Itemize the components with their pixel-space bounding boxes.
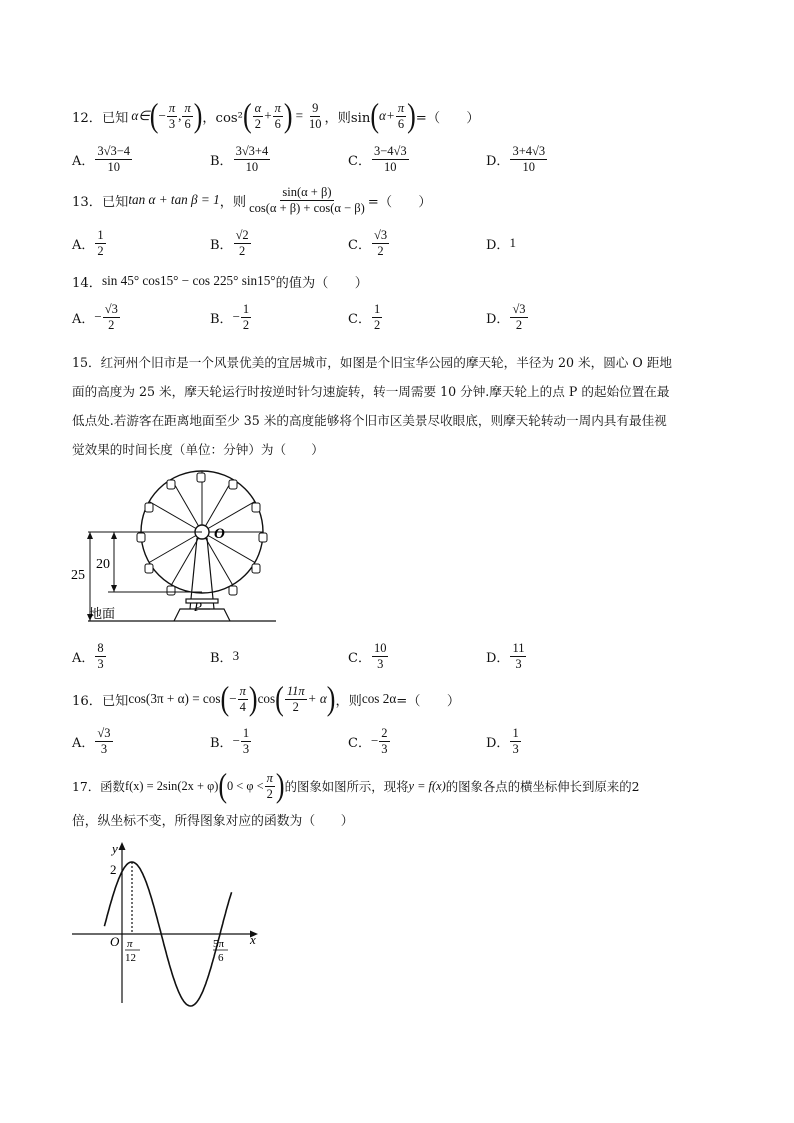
q16-lhs: cos(3π + α) = cos [128, 691, 221, 706]
q12-frac-5: $\frac{\pi}{6}$ [397, 101, 405, 131]
tick2-numerator: 5π [213, 938, 225, 950]
q12-then: ，则sin [324, 110, 371, 126]
q16-stem [72, 681, 460, 717]
q16-mid: cos [257, 691, 276, 706]
q16-neg: − [229, 691, 237, 706]
q13-prefix: 13．已知 [72, 194, 129, 210]
option-value: $\frac{√2}{2}$ [235, 228, 249, 258]
q13-option-b[interactable] [210, 224, 252, 262]
option-value: $\frac{1}{2}$ [242, 302, 250, 332]
q12-neg: − [158, 108, 166, 123]
q12-rparen-2: ) [283, 96, 293, 135]
q14-stem [72, 270, 368, 292]
q12-lparen-2: ( [242, 96, 252, 135]
label-o: O [214, 526, 225, 542]
q15-line-1: 15．红河州个旧市是一个风景优美的宜居城市，如图是个旧宝华公园的摩天轮，半径为 20 米，圆心 O 距地 [72, 355, 672, 370]
q15-line-4: 觉效果的时间长度（单位：分钟）为（ ） [72, 442, 324, 457]
q13-option-a[interactable] [72, 224, 107, 262]
option-value: $\frac{10}{3}$ [373, 641, 387, 671]
q12-prefix: 12．已知 [72, 110, 129, 126]
q15-option-b[interactable] [210, 637, 239, 675]
option-label: D． [486, 153, 510, 169]
q12-lparen-3: ( [370, 96, 380, 135]
option-value: $\frac{3+4√3}{10}$ [512, 144, 546, 174]
q17-mid: 的图象如图所示，现将 [284, 779, 409, 794]
q15-option-a[interactable] [72, 637, 107, 675]
x-axis-label: x [250, 932, 256, 947]
q17-func2: y = f(x) [408, 778, 446, 793]
q14-option-d[interactable] [486, 298, 529, 336]
option-sign: − [94, 309, 102, 324]
q16-tail: =（ ） [396, 693, 461, 709]
option-value: $\frac{11}{3}$ [512, 641, 525, 671]
y-axis-label: y [112, 841, 118, 856]
q14-option-a[interactable] [72, 298, 121, 336]
option-value: $\frac{√3}{2}$ [104, 302, 118, 332]
option-value: $\frac{√3}{2}$ [373, 228, 388, 258]
label-ground: 地面 [89, 607, 116, 622]
q16-f2-tail: + α [307, 691, 327, 706]
q15-line-3: 低点处.若游客在距离地面至少 35 米的高度能够将个旧市区美景尽收眼底，则摩天轮转动一周内具有最佳视 [72, 413, 667, 428]
option-value: 1 [509, 235, 516, 250]
origin-label: O [110, 934, 120, 949]
option-label: C． [348, 311, 371, 327]
label-25: 25 [71, 568, 85, 583]
q12-option-c[interactable] [348, 140, 410, 178]
q17-func: f(x) = 2sin(2x + φ) [124, 778, 219, 793]
option-value: $\frac{1}{3}$ [242, 726, 250, 756]
q12-eq: = [295, 108, 303, 123]
q13-expression: $\frac{\sin(\alpha + \beta)}{\cos(\alpha + \beta) + \cos(\alpha - \beta)}$ [249, 185, 365, 215]
q16-lparen-1: ( [220, 679, 230, 718]
q17-stem-line-1 [72, 768, 640, 804]
q17-cond: 0 < φ < [227, 778, 264, 793]
q12-frac-val: $\frac{9}{10}$ [309, 101, 322, 131]
q16-option-a[interactable] [72, 722, 114, 760]
q12-frac-2: $\frac{\pi}{6}$ [184, 101, 191, 131]
option-value: 3 [232, 648, 240, 663]
q14-expression: sin 45° cos15° − cos 225° sin15° [101, 273, 276, 288]
q15-line-2: 面的高度为 25 米，摩天轮运行时按逆时针匀速旋转，转一周需要 10 分钟.摩天轮上的点 P 的起始位置在最 [72, 384, 670, 399]
q13-option-d[interactable] [486, 224, 516, 262]
option-label: D． [486, 237, 510, 253]
q12-frac-4: $\frac{\pi}{6}$ [274, 101, 281, 131]
option-value: $\frac{1}{2}$ [373, 302, 381, 332]
max-value-label: 2 [110, 862, 117, 877]
option-value: $\frac{3-4√3}{10}$ [373, 144, 407, 174]
q12-cond: α∈ [131, 108, 150, 123]
option-value: $\frac{1}{2}$ [97, 228, 104, 258]
option-label: A． [72, 237, 95, 253]
q17-rparen: ) [275, 766, 285, 805]
q12-rparen-1: ) [193, 96, 203, 135]
option-value: $\frac{√3}{2}$ [512, 302, 526, 332]
option-label: C． [348, 153, 371, 169]
q17-lparen: ( [218, 766, 228, 805]
q16-option-c[interactable] [348, 722, 391, 760]
q15-stem [72, 348, 732, 464]
q16-then: ，则 [335, 693, 362, 709]
label-20: 20 [96, 557, 110, 572]
wheel-support [174, 538, 230, 621]
option-value: $\frac{√3}{3}$ [97, 726, 111, 756]
q12-rparen-3: ) [407, 96, 416, 135]
option-label: C． [348, 237, 371, 253]
option-value: $\frac{8}{3}$ [97, 641, 104, 671]
tick2-denominator: 6 [218, 952, 224, 964]
q12-option-d[interactable] [486, 140, 548, 178]
q14-tail: 的值为（ ） [275, 275, 368, 291]
tick1-denominator: 12 [125, 952, 136, 964]
option-label: B． [210, 237, 233, 253]
option-label: A． [72, 311, 95, 327]
q16-lparen-2: ( [275, 679, 284, 718]
option-label: D． [486, 650, 510, 666]
q12-plus: + [264, 108, 272, 123]
q16-option-b[interactable] [210, 722, 252, 760]
option-label: A． [72, 735, 95, 751]
q16-frac-1: $\frac{\pi}{4}$ [239, 684, 246, 714]
option-value: $\frac{2}{3}$ [381, 726, 388, 756]
q12-stem [72, 98, 480, 134]
q14-option-c[interactable] [348, 298, 383, 336]
q16-rparen-2: ) [326, 679, 336, 718]
q12-sin-a: α+ [379, 108, 395, 123]
q16-rparen-1: ) [248, 679, 258, 718]
q13-then: ，则 [219, 194, 247, 210]
q16-option-d[interactable] [486, 722, 522, 760]
q17-stem-line-2: 倍，纵坐标不变，所得图象对应的函数为（ ） [72, 814, 354, 829]
q13-option-c[interactable] [348, 224, 390, 262]
option-label: D． [486, 311, 510, 327]
option-label: C． [348, 650, 371, 666]
label-p: P [194, 599, 202, 614]
option-label: B． [210, 311, 233, 327]
q14-prefix: 14． [72, 275, 102, 291]
q16-target: cos 2α [361, 691, 397, 706]
option-label: D． [486, 735, 510, 751]
option-value: $\frac{3√3+4}{10}$ [235, 144, 269, 174]
sine-graph [68, 838, 268, 1008]
q12-frac-1: $\frac{\pi}{3}$ [168, 101, 176, 131]
q13-tail: =（ ） [367, 194, 432, 210]
q12-mid: ，cos² [202, 110, 243, 126]
q12-frac-3: $\frac{\alpha}{2}$ [254, 101, 262, 131]
option-label: B． [210, 153, 233, 169]
q15-option-d[interactable] [486, 637, 527, 675]
q12-option-a[interactable] [72, 140, 133, 178]
q15-option-c[interactable] [348, 637, 389, 675]
q16-prefix: 16．已知 [72, 693, 129, 709]
option-value: $\frac{1}{3}$ [512, 726, 519, 756]
ferris-wheel-figure [66, 466, 281, 626]
q12-tail: =（ ） [415, 110, 480, 126]
q12-option-b[interactable] [210, 140, 271, 178]
q12-sep: , [178, 108, 182, 123]
option-value: $\frac{3√3-4}{10}$ [97, 144, 131, 174]
option-label: B． [210, 735, 233, 751]
option-label: B． [210, 650, 233, 666]
q17-cond-frac: $\frac{\pi}{2}$ [266, 771, 273, 801]
q17-prefix: 17．函数 [72, 779, 125, 794]
option-label: C． [348, 735, 371, 751]
q16-frac-2: $\frac{11\pi}{2}$ [286, 684, 305, 714]
q17-tail: 的图象各点的横坐标伸长到原来的2 [445, 779, 640, 794]
q13-stem [72, 182, 432, 218]
option-sign: − [370, 733, 379, 748]
option-sign: − [232, 733, 240, 748]
option-sign: − [232, 309, 240, 324]
option-label: A． [72, 153, 95, 169]
y-axis-arrow [119, 842, 126, 850]
q13-cond: tan α + tan β = 1 [128, 192, 220, 207]
option-label: A． [72, 650, 95, 666]
q14-option-b[interactable] [210, 298, 252, 336]
q12-lparen-1: ( [149, 96, 159, 135]
tick1-numerator: π [127, 938, 133, 950]
